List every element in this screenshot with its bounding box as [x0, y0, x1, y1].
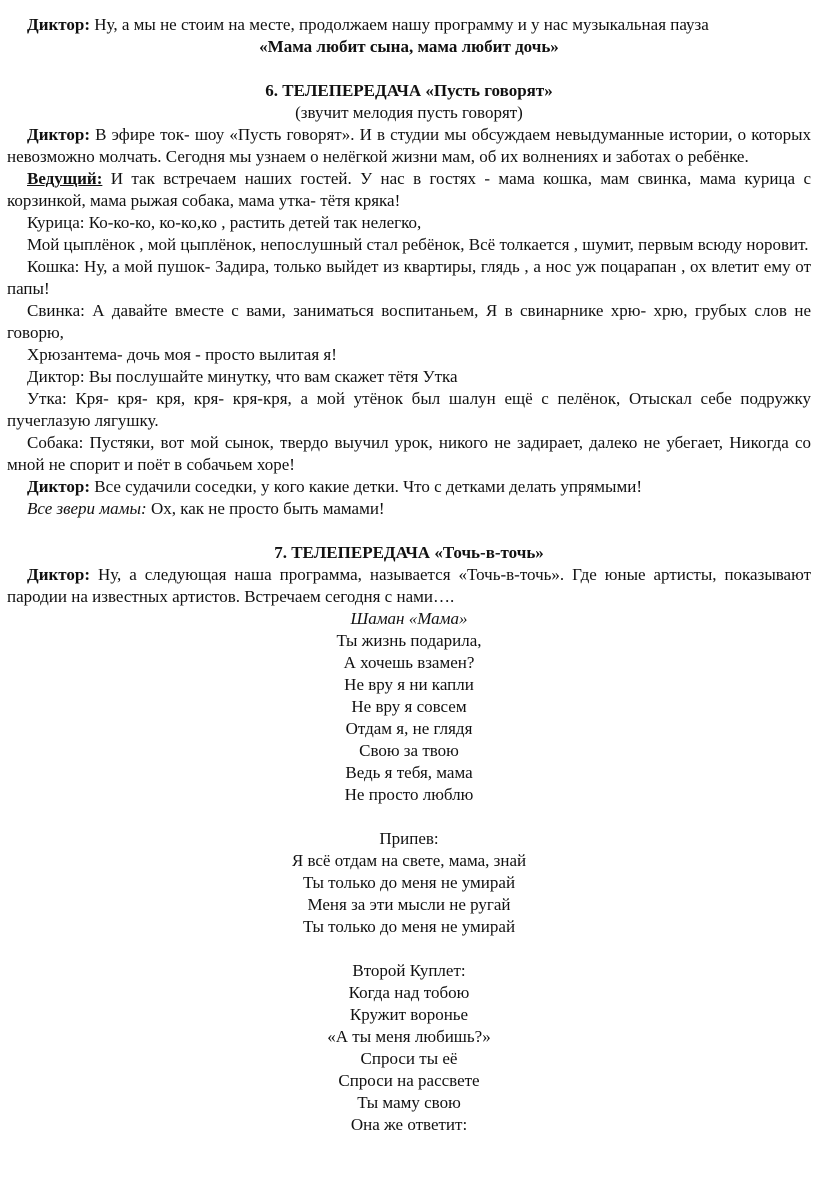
- dialogue-line: Курица: Ко-ко-ко, ко-ко,ко , растить детей так нелегко,: [27, 213, 422, 232]
- section6-host-paragraph: [7, 168, 811, 212]
- spacer: [7, 58, 811, 80]
- section6-all-text: Ох, как не просто быть мамами!: [146, 499, 385, 518]
- intro-song-title: «Мама любит сына, мама любит дочь»: [259, 37, 559, 56]
- section6-closing-paragraph: [7, 476, 811, 498]
- spacer: [7, 938, 811, 960]
- chorus-line: Ты только до меня не умирай: [302, 917, 516, 936]
- intro-text: Ну, а мы не стоим на месте, продолжаем нашу программу и у нас музыкальная пауза: [90, 15, 709, 34]
- section6-announcer-text: В эфире ток- шоу «Пусть говорят». И в студии мы обсуждаем невыдуманные истории, о которых невозможно молчать. Сегодня мы узнаем о нелёгкой жизни мам, об их волнениях и заботах о ребёнке.: [7, 125, 811, 166]
- dialogue-line: Мой цыплёнок , мой цыплёнок, непослушный стал ребёнок, Всё толкается , шумит, первым всюду норовит.: [27, 235, 809, 254]
- chorus-line: Я всё отдам на свете, мама, знай: [291, 851, 527, 870]
- verse-line: Ведь я тебя, мама: [345, 763, 473, 782]
- song-title: Шаман «Мама»: [350, 609, 468, 628]
- verse-line: Ты маму свою: [357, 1093, 461, 1112]
- dialogue-line: Кошка: Ну, а мой пушок- Задира, только выйдет из квартиры, глядь , а нос уж поцарапан , ох влетит ему от папы!: [7, 257, 811, 298]
- dialogue-line: Свинка: А давайте вместе с вами, заниматься воспитаньем, Я в свинарнике хрю- хрю, грубых слов не говорю,: [7, 301, 811, 342]
- verse-line: Спроси ты её: [360, 1049, 458, 1068]
- section6-title: 6. ТЕЛЕПЕРЕДАЧА «Пусть говорят»: [265, 81, 553, 100]
- verse-line: Кружит воронье: [349, 1005, 469, 1024]
- intro-paragraph: [7, 14, 811, 36]
- dialogue-line: Собака: Пустяки, вот мой сынок, твердо выучил урок, никого не задирает, далеко не убегает, Никогда со мной не спорит и поёт в собачьем хоре!: [7, 433, 811, 474]
- verse2-heading: Второй Куплет:: [352, 961, 466, 980]
- section6-note: (звучит мелодия пусть говорят): [295, 103, 523, 122]
- verse-line: Когда над тобою: [348, 983, 470, 1002]
- section6-all-paragraph: [7, 498, 811, 520]
- section6-all-speaker: Все звери мамы:: [27, 499, 147, 518]
- section6-closing-speaker: Диктор:: [27, 477, 91, 496]
- spacer: [7, 806, 811, 828]
- verse-line: Не вру я совсем: [351, 697, 467, 716]
- section6-closing-text: Все судачили соседки, у кого какие детки. Что с детками делать упрямыми!: [90, 477, 642, 496]
- dialogue-line: Диктор: Вы послушайте минутку, что вам скажет тётя Утка: [27, 367, 458, 386]
- verse-line: Она же ответит:: [350, 1115, 468, 1134]
- section7-announcer-text: Ну, а следующая наша программа, называется «Точь-в-точь». Где юные артисты, показывают пародии на известных артистов. Встречаем сегодня с нами….: [7, 565, 811, 606]
- section7-announcer-speaker: Диктор:: [27, 565, 91, 584]
- dialogue-line: Хрюзантема- дочь моя - просто вылитая я!: [27, 345, 337, 364]
- section6-announcer-paragraph: [7, 124, 811, 168]
- section6-host-text: И так встречаем наших гостей. У нас в гостях - мама кошка, мам свинка, мама курица с корзинкой, мама рыжая собака, мама утка- тётя кряка!: [7, 169, 811, 210]
- section6-host-speaker: Ведущий:: [27, 169, 103, 188]
- section7-title: 7. ТЕЛЕПЕРЕДАЧА «Точь-в-точь»: [274, 543, 544, 562]
- verse-line: «А ты меня любишь?»: [327, 1027, 491, 1046]
- section6-announcer-speaker: Диктор:: [27, 125, 91, 144]
- verse-line: Свою за твою: [359, 741, 459, 760]
- spacer: [7, 520, 811, 542]
- verse-line: Спроси на рассвете: [338, 1071, 480, 1090]
- intro-speaker: Диктор:: [27, 15, 91, 34]
- verse-line: Ты жизнь подарила,: [336, 631, 482, 650]
- verse-line: Не просто люблю: [344, 785, 474, 804]
- chorus-line: Меня за эти мысли не ругай: [307, 895, 511, 914]
- verse-line: А хочешь взамен?: [343, 653, 475, 672]
- verse-line: Не вру я ни капли: [344, 675, 474, 694]
- chorus-line: Ты только до меня не умирай: [302, 873, 516, 892]
- chorus-heading: Припев:: [379, 829, 439, 848]
- section7-announcer-paragraph: [7, 564, 811, 608]
- dialogue-line: Утка: Кря- кря- кря, кря- кря-кря, а мой утёнок был шалун ещё с пелёнок, Отыскал себе подружку пучеглазую лягушку.: [7, 389, 811, 430]
- verse-line: Отдам я, не глядя: [345, 719, 473, 738]
